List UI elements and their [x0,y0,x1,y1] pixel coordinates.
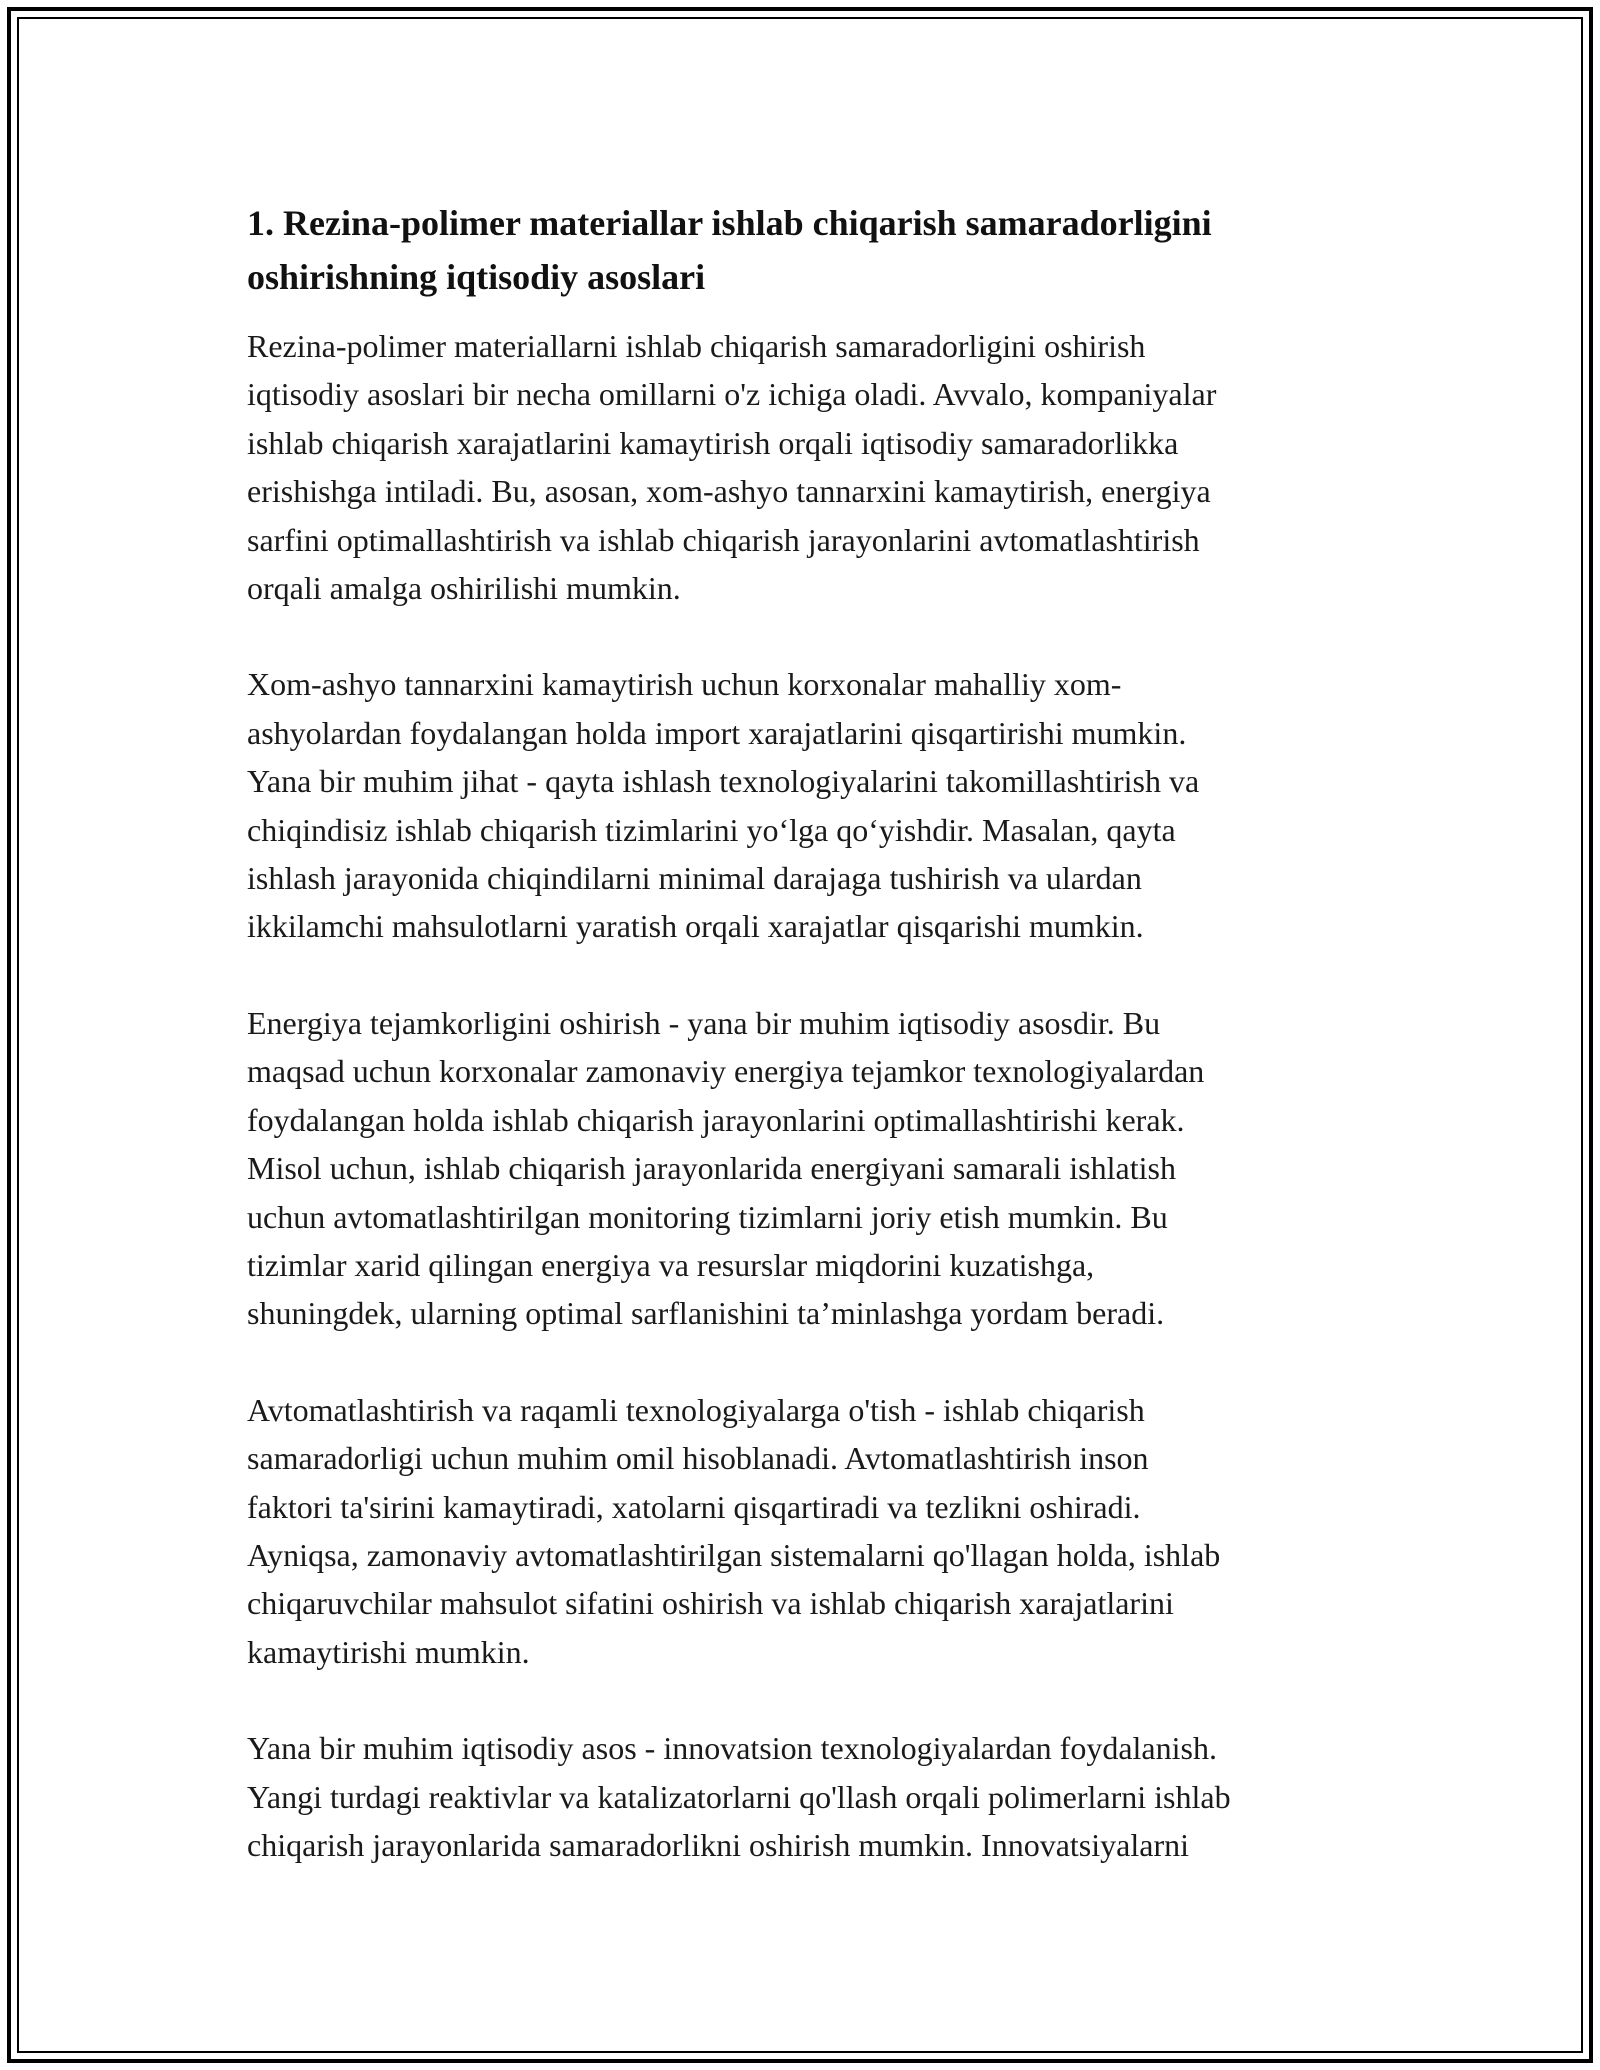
text-line: Xom-ashyo tannarxini kamaytirish uchun korxonalar mahalliy xom- [247,666,1122,703]
text-line: ishlash jarayonida chiqindilarni minimal darajaga tushirish va ulardan [247,860,1142,897]
section-title [247,196,1381,304]
text-line: samaradorligi uchun muhim omil hisoblanadi. Avtomatlashtirish inson [247,1440,1149,1477]
text-line: iqtisodiy asoslari bir necha omillarni o'z ichiga oladi. Avvalo, kompaniyalar [247,376,1217,413]
text-line: Avtomatlashtirish va raqamli texnologiyalarga o'tish - ishlab chiqarish [247,1391,1145,1428]
text-line: maqsad uchun korxonalar zamonaviy energiya tejamkor texnologiyalardan [247,1053,1205,1090]
text-line: foydalangan holda ishlab chiqarish jarayonlarini optimallashtirishi kerak. [247,1101,1185,1138]
text-line: tizimlar xarid qilingan energiya va resurslar miqdorini kuzatishga, [247,1246,1095,1283]
text-line: faktori ta'sirini kamaytiradi, xatolarni qisqartiradi va tezlikni oshiradi. [247,1488,1141,1525]
text-line: Yangi turdagi reaktivlar va katalizatorlarni qo'llash orqali polimerlarni ishlab [247,1778,1231,1815]
text-line: Yana bir muhim iqtisodiy asos - innovatsion texnologiyalardan foydalanish. [247,1730,1217,1767]
title-line: 1. Rezina-polimer materiallar ishlab chiqarish samaradorligini [247,203,1212,243]
paragraph-5 [247,1724,1381,1869]
text-line: ashyolardan foydalangan holda import xarajatlarini qisqartirishi mumkin. [247,714,1187,751]
paragraph-1 [247,322,1381,612]
text-line: chiqarish jarayonlarida samaradorlikni oshirish mumkin. Innovatsiyalarni [247,1826,1189,1863]
text-line: Energiya tejamkorligini oshirish - yana bir muhim iqtisodiy asosdir. Bu [247,1004,1161,1041]
text-line: chiqaruvchilar mahsulot sifatini oshirish va ishlab chiqarish xarajatlarini [247,1585,1174,1622]
document-content [247,196,1381,1917]
text-line: uchun avtomatlashtirilgan monitoring tizimlarni joriy etish mumkin. Bu [247,1198,1168,1235]
text-line: Yana bir muhim jihat - qayta ishlash texnologiyalarini takomillashtirish va [247,763,1200,800]
paragraph-2 [247,660,1381,950]
text-line: orqali amalga oshirilishi mumkin. [247,570,681,607]
text-line: Rezina-polimer materiallarni ishlab chiqarish samaradorligini oshirish [247,328,1146,364]
text-line: ikkilamchi mahsulotlarni yaratish orqali xarajatlar qisqarishi mumkin. [247,908,1144,945]
text-line: chiqindisiz ishlab chiqarish tizimlarini yo‘lga qo‘yishdir. Masalan, qayta [247,811,1176,848]
text-line: erishishga intiladi. Bu, asosan, xom-ashyo tannarxini kamaytirish, energiya [247,473,1211,510]
text-line: ishlab chiqarish xarajatlarini kamaytirish orqali iqtisodiy samaradorlikka [247,424,1179,461]
text-line: shuningdek, ularning optimal sarflanishini ta’minlashga yordam beradi. [247,1295,1165,1332]
text-line: Ayniqsa, zamonaviy avtomatlashtirilgan sistemalarni qo'llagan holda, ishlab [247,1536,1221,1573]
text-line: kamaytirishi mumkin. [247,1633,530,1670]
text-line: Misol uchun, ishlab chiqarish jarayonlarida energiyani samarali ishlatish [247,1150,1176,1187]
paragraph-4 [247,1386,1381,1676]
document-page-border [7,7,1593,2063]
paragraph-3 [247,999,1381,1338]
title-line: oshirishning iqtisodiy asoslari [247,257,706,297]
text-line: sarfini optimallashtirish va ishlab chiqarish jarayonlarini avtomatlashtirish [247,521,1200,558]
